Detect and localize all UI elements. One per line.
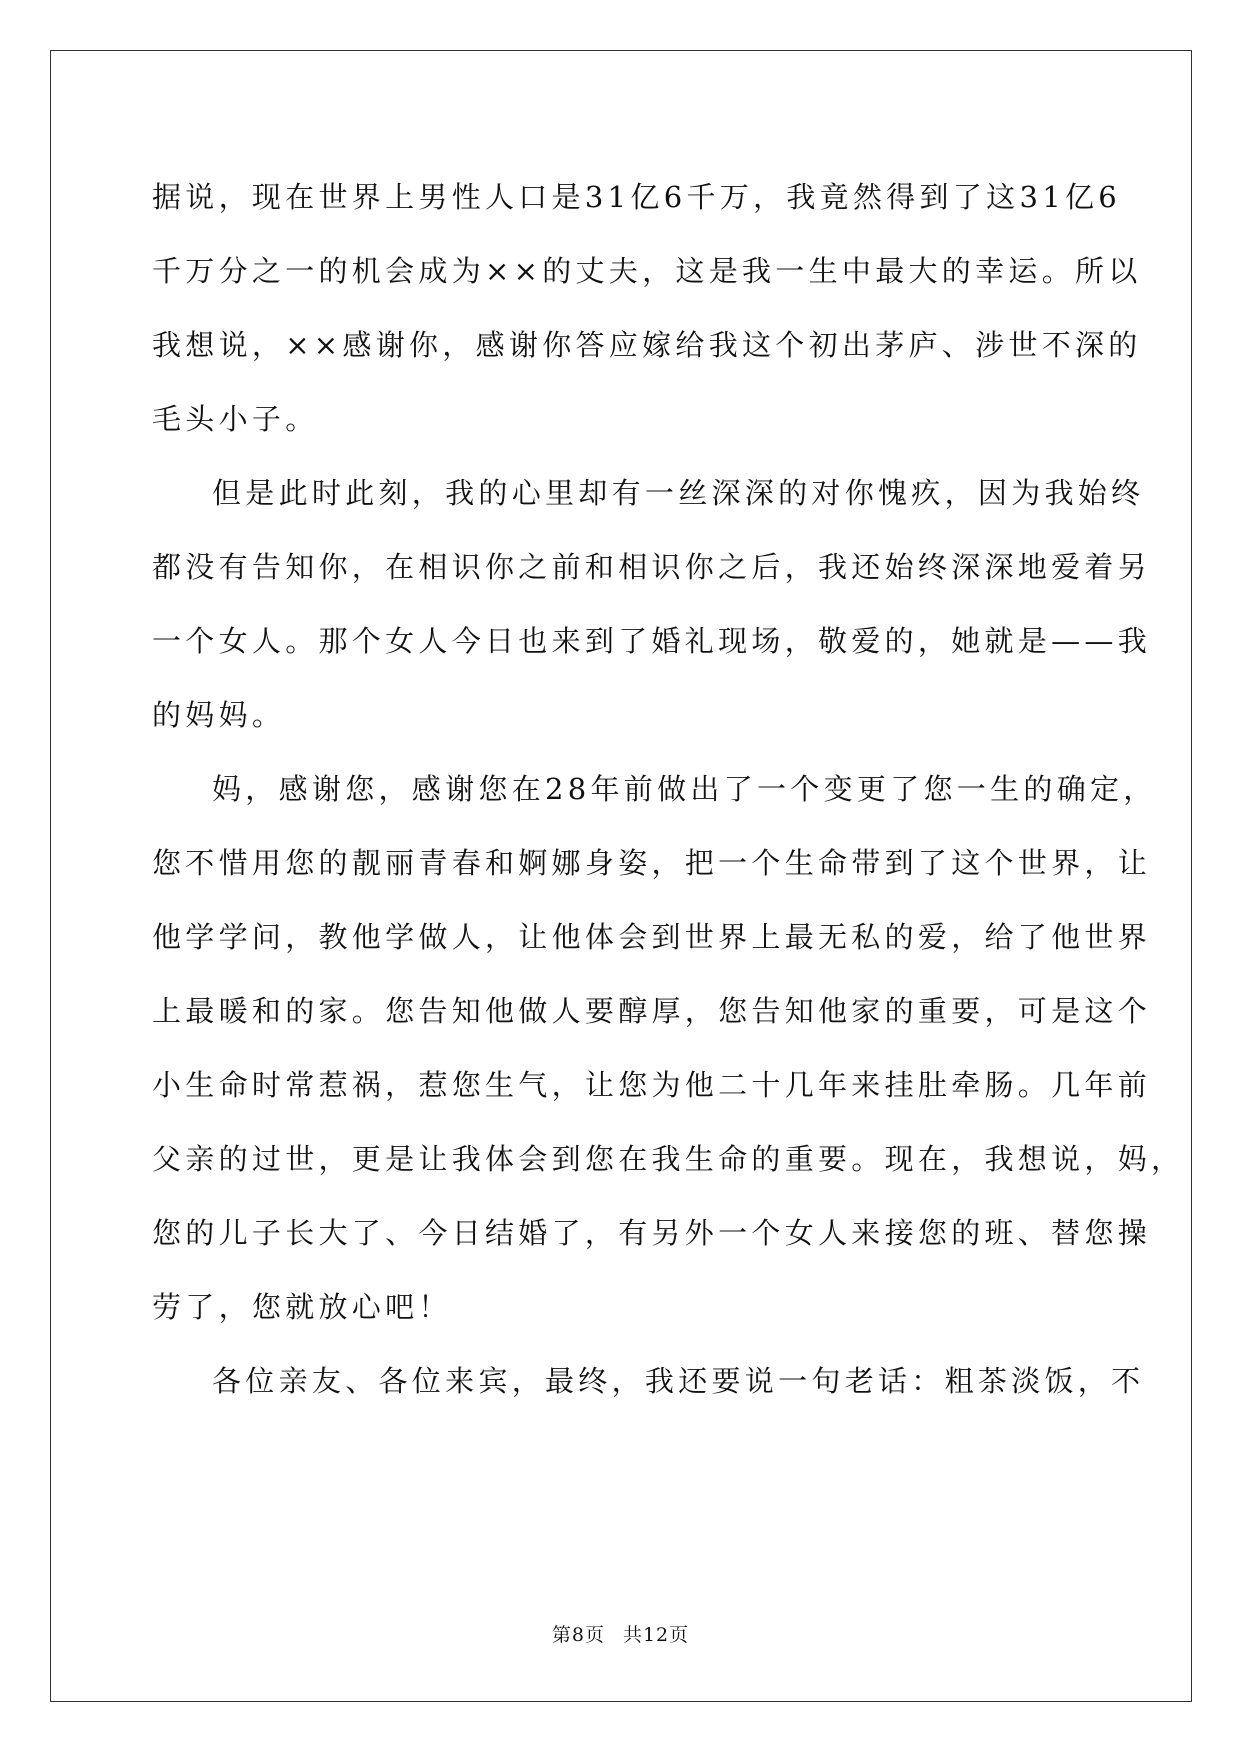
text-line: 都没有告知你，在相识你之前和相识你之后，我还始终深深地爱着另: [152, 550, 1152, 584]
text-line: 妈，感谢您，感谢您在28年前做出了一个变更了您一生的确定，: [212, 772, 1157, 806]
text-line: 劳了，您就放心吧！: [152, 1290, 452, 1324]
text-line: 一个女人。那个女人今日也来到了婚礼现场，敬爱的，她就是——我: [152, 624, 1152, 658]
document-body: [152, 160, 1185, 1418]
text-line: 毛头小子。: [152, 402, 319, 436]
text-line: 他学学问，教他学做人，让他体会到世界上最无私的爱，给了他世界: [152, 920, 1152, 954]
text-line: 我想说，××感谢你，感谢你答应嫁给我这个初出茅庐、涉世不深的: [152, 328, 1142, 362]
text-line: 各位亲友、各位来宾，最终，我还要说一句老话：粗茶淡饭，不: [212, 1364, 1145, 1398]
text-line: 父亲的过世，更是让我体会到您在我生命的重要。现在，我想说，妈，: [152, 1142, 1185, 1176]
text-line: 千万分之一的机会成为××的丈夫，这是我一生中最大的幸运。所以: [152, 254, 1142, 288]
text-line: 您不惜用您的靓丽青春和婀娜身姿，把一个生命带到了这个世界，让: [152, 846, 1152, 880]
text-line: 据说，现在世界上男性人口是31亿6千万，我竟然得到了这31亿6: [152, 180, 1122, 214]
text-line: 的妈妈。: [152, 698, 286, 732]
page-number: 第8页: [551, 1624, 605, 1646]
text-line: 上最暖和的家。您告知他做人要醇厚，您告知他家的重要，可是这个: [152, 994, 1152, 1028]
page-footer: [0, 1620, 1241, 1647]
text-line: 您的儿子长大了、今日结婚了，有另外一个女人来接您的班、替您操: [152, 1216, 1152, 1250]
text-line: 但是此时此刻，我的心里却有一丝深深的对你愧疚，因为我始终: [212, 476, 1145, 510]
text-line: 小生命时常惹祸，惹您生气，让您为他二十几年来挂肚牵肠。几年前: [152, 1068, 1152, 1102]
page-total: 共12页: [622, 1624, 690, 1646]
